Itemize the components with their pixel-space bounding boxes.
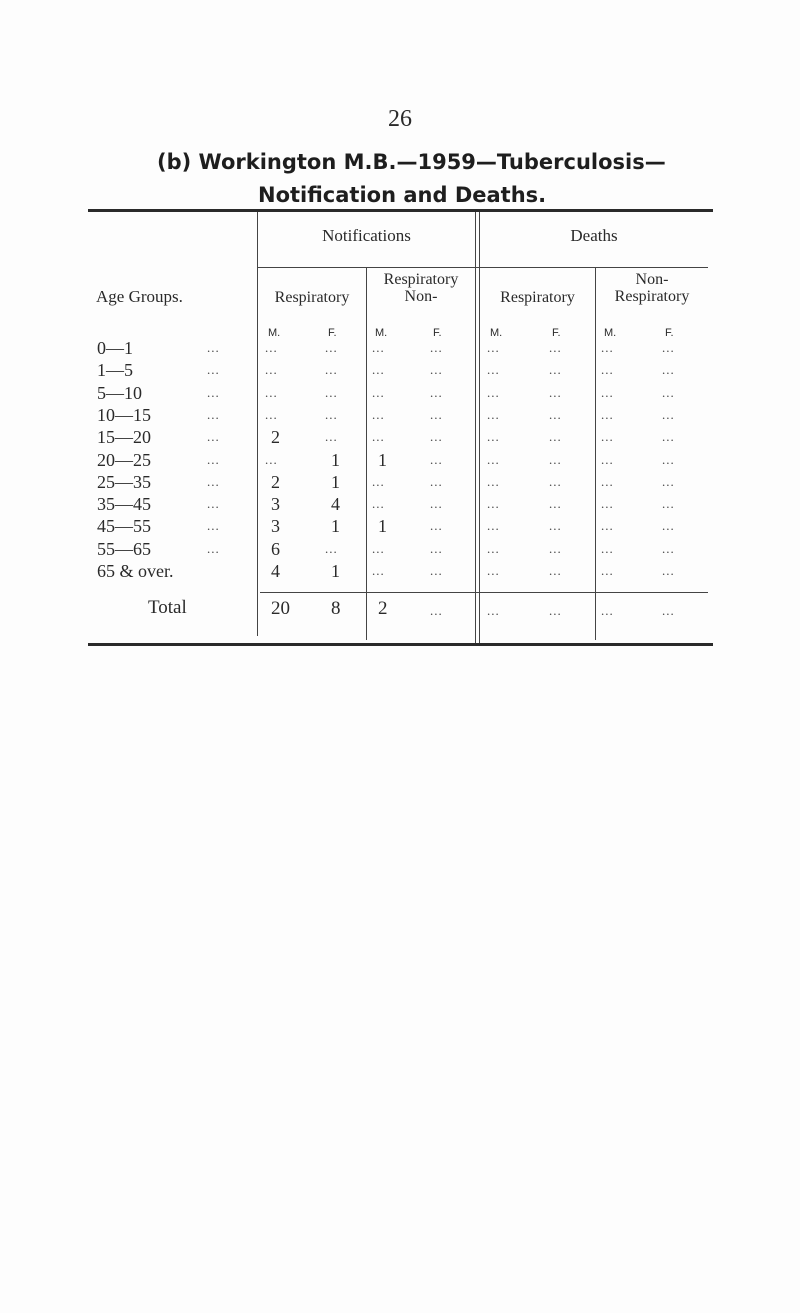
- table-cell-empty: ...: [549, 563, 562, 578]
- age-group-label: 35—45: [97, 494, 151, 515]
- table-cell-empty: ...: [372, 540, 385, 556]
- table-cell: 1: [331, 516, 340, 537]
- divider-notifications-deaths-double: [479, 212, 480, 644]
- age-group-label: 1—5: [97, 360, 133, 381]
- table-cell-empty: ...: [430, 429, 443, 445]
- total-cell-empty: ...: [430, 603, 443, 618]
- table-cell-empty: ...: [601, 362, 614, 378]
- table-cell: 6: [271, 538, 280, 559]
- col-header-m: M.: [604, 327, 617, 339]
- age-group-label: 0—1: [97, 338, 133, 358]
- age-group-label: 20—25: [97, 449, 151, 470]
- table-cell-empty: ...: [487, 473, 500, 489]
- total-cell-empty: ...: [549, 603, 562, 618]
- col-header-f: F.: [328, 327, 337, 339]
- table-cell-empty: ...: [430, 406, 443, 422]
- table-cell-empty: ...: [549, 340, 562, 355]
- table-cell: 4: [271, 561, 280, 581]
- table-cell-empty: ...: [372, 340, 385, 355]
- divider-resp-nonresp: [366, 268, 367, 640]
- header-deaths: Deaths: [570, 226, 618, 245]
- table-cell-empty: ...: [549, 406, 562, 422]
- table-cell: 3: [271, 494, 280, 515]
- total-rule: [260, 592, 708, 593]
- table-cell: 1: [331, 449, 340, 470]
- page-title: (b) Workington M.B.—1959—Tuberculosis—: [157, 150, 666, 174]
- table-cell: 1: [378, 516, 387, 537]
- age-leader-dots: ...: [207, 340, 220, 355]
- table-cell-empty: ...: [487, 384, 500, 400]
- table-cell-empty: ...: [662, 384, 675, 400]
- table-cell-empty: ...: [265, 362, 278, 378]
- table-cell-empty: ...: [430, 563, 443, 578]
- age-group-label: 25—35: [97, 471, 151, 492]
- table-cell-empty: ...: [487, 362, 500, 378]
- table-cell-empty: ...: [601, 406, 614, 422]
- header-notifications: Notifications: [322, 226, 411, 245]
- divider-deaths-resp-nonresp: [595, 268, 596, 640]
- table-cell-empty: ...: [549, 362, 562, 378]
- col-header-m: M.: [375, 327, 388, 339]
- table-cell-empty: ...: [662, 496, 675, 512]
- bottom-rule: [88, 643, 713, 646]
- table-cell-empty: ...: [430, 451, 443, 467]
- table-cell-empty: ...: [487, 429, 500, 445]
- page-subtitle: Notification and Deaths.: [258, 183, 547, 207]
- table-cell-empty: ...: [662, 451, 675, 467]
- table-cell-empty: ...: [265, 406, 278, 422]
- table-cell: 3: [271, 516, 280, 537]
- table-cell-empty: ...: [372, 473, 385, 489]
- table-cell-empty: ...: [549, 496, 562, 512]
- age-group-label: 65 & over.: [97, 561, 174, 581]
- age-group-label: 15—20: [97, 427, 151, 448]
- table-cell-empty: ...: [601, 518, 614, 534]
- header-age-groups: Age Groups.: [96, 287, 183, 306]
- header-deaths-respiratory: Respiratory: [500, 289, 575, 306]
- table-cell-empty: ...: [325, 429, 338, 445]
- table-cell-empty: ...: [372, 429, 385, 445]
- table-cell-empty: ...: [372, 406, 385, 422]
- divider-age-notifications: [257, 212, 258, 636]
- table-cell-empty: ...: [601, 451, 614, 467]
- table-cell-empty: ...: [487, 340, 500, 355]
- table-cell-empty: ...: [325, 384, 338, 400]
- table-cell-empty: ...: [662, 563, 675, 578]
- table-cell-empty: ...: [372, 563, 385, 578]
- age-group-label: 55—65: [97, 538, 151, 559]
- header-notif-respiratory: Respiratory: [274, 289, 350, 306]
- age-leader-dots: ...: [207, 540, 220, 556]
- table-cell: 1: [331, 471, 340, 492]
- table-cell-empty: ...: [662, 429, 675, 445]
- header-deaths-nonresp-line2: Respiratory: [614, 288, 690, 305]
- age-group-label: 5—10: [97, 382, 142, 403]
- table-cell-empty: ...: [372, 496, 385, 512]
- table-cell-empty: ...: [265, 384, 278, 400]
- total-cell-empty: ...: [662, 603, 675, 618]
- table-cell-empty: ...: [601, 384, 614, 400]
- col-header-f: F.: [552, 327, 561, 339]
- col-header-f: F.: [665, 327, 674, 339]
- total-cell: 2: [378, 598, 388, 619]
- age-leader-dots: ...: [207, 518, 220, 534]
- table-cell: 2: [271, 427, 280, 448]
- top-rule: [88, 209, 713, 212]
- table-cell-empty: ...: [430, 496, 443, 512]
- table-cell: 4: [331, 494, 340, 515]
- age-leader-dots: ...: [207, 362, 220, 378]
- table-cell-empty: ...: [549, 473, 562, 489]
- table-cell-empty: ...: [487, 540, 500, 556]
- col-header-m: M.: [268, 327, 281, 339]
- table-cell-empty: ...: [430, 384, 443, 400]
- table-cell: 2: [271, 471, 280, 492]
- table-cell-empty: ...: [662, 473, 675, 489]
- table-cell-empty: ...: [662, 340, 675, 355]
- table-cell-empty: ...: [325, 540, 338, 556]
- table-cell-empty: ...: [549, 429, 562, 445]
- table-cell-empty: ...: [430, 362, 443, 378]
- table-cell-empty: ...: [601, 340, 614, 355]
- age-leader-dots: ...: [207, 496, 220, 512]
- table-cell-empty: ...: [487, 518, 500, 534]
- age-leader-dots: ...: [207, 451, 220, 467]
- header-notif-nonresp-line1: Respiratory: [383, 271, 459, 288]
- age-leader-dots: ...: [207, 429, 220, 445]
- table-cell-empty: ...: [487, 563, 500, 578]
- table-cell-empty: ...: [601, 473, 614, 489]
- total-label: Total: [148, 597, 187, 618]
- table-cell-empty: ...: [325, 340, 338, 355]
- table-cell-empty: ...: [662, 362, 675, 378]
- header-deaths-nonresp-line1: Non-: [635, 271, 669, 288]
- total-cell: 8: [331, 598, 341, 619]
- table-cell-empty: ...: [662, 518, 675, 534]
- table-cell-empty: ...: [325, 362, 338, 378]
- age-leader-dots: ...: [207, 384, 220, 400]
- table-cell: 1: [378, 449, 387, 470]
- col-header-f: F.: [433, 327, 442, 339]
- table-cell-empty: ...: [487, 451, 500, 467]
- table-cell-empty: ...: [325, 406, 338, 422]
- table-cell-empty: ...: [549, 518, 562, 534]
- age-group-label: 10—15: [97, 404, 151, 425]
- total-cell-empty: ...: [601, 603, 614, 618]
- table-cell-empty: ...: [487, 406, 500, 422]
- table-cell-empty: ...: [549, 384, 562, 400]
- table-cell-empty: ...: [487, 496, 500, 512]
- header-underline: [258, 267, 708, 268]
- table-cell-empty: ...: [662, 540, 675, 556]
- header-notif-nonresp-line2: Non-: [404, 288, 438, 305]
- table-cell-empty: ...: [549, 540, 562, 556]
- age-leader-dots: ...: [207, 406, 220, 422]
- table-cell: 1: [331, 561, 340, 581]
- table-cell-empty: ...: [601, 429, 614, 445]
- table-cell-empty: ...: [430, 340, 443, 355]
- table-cell-empty: ...: [601, 496, 614, 512]
- table-cell-empty: ...: [601, 563, 614, 578]
- table-cell-empty: ...: [372, 384, 385, 400]
- table-cell-empty: ...: [372, 362, 385, 378]
- table-cell-empty: ...: [265, 340, 278, 355]
- page-number: 26: [388, 106, 412, 132]
- col-header-m: M.: [490, 327, 503, 339]
- table-cell-empty: ...: [662, 406, 675, 422]
- divider-notifications-deaths: [475, 212, 476, 644]
- table-cell-empty: ...: [430, 540, 443, 556]
- table-cell-empty: ...: [265, 451, 278, 467]
- age-leader-dots: ...: [207, 473, 220, 489]
- total-cell: 20: [271, 598, 290, 619]
- age-group-label: 45—55: [97, 516, 151, 537]
- total-cell-empty: ...: [487, 603, 500, 618]
- table-cell-empty: ...: [430, 473, 443, 489]
- table-cell-empty: ...: [549, 451, 562, 467]
- table-cell-empty: ...: [601, 540, 614, 556]
- table-cell-empty: ...: [430, 518, 443, 534]
